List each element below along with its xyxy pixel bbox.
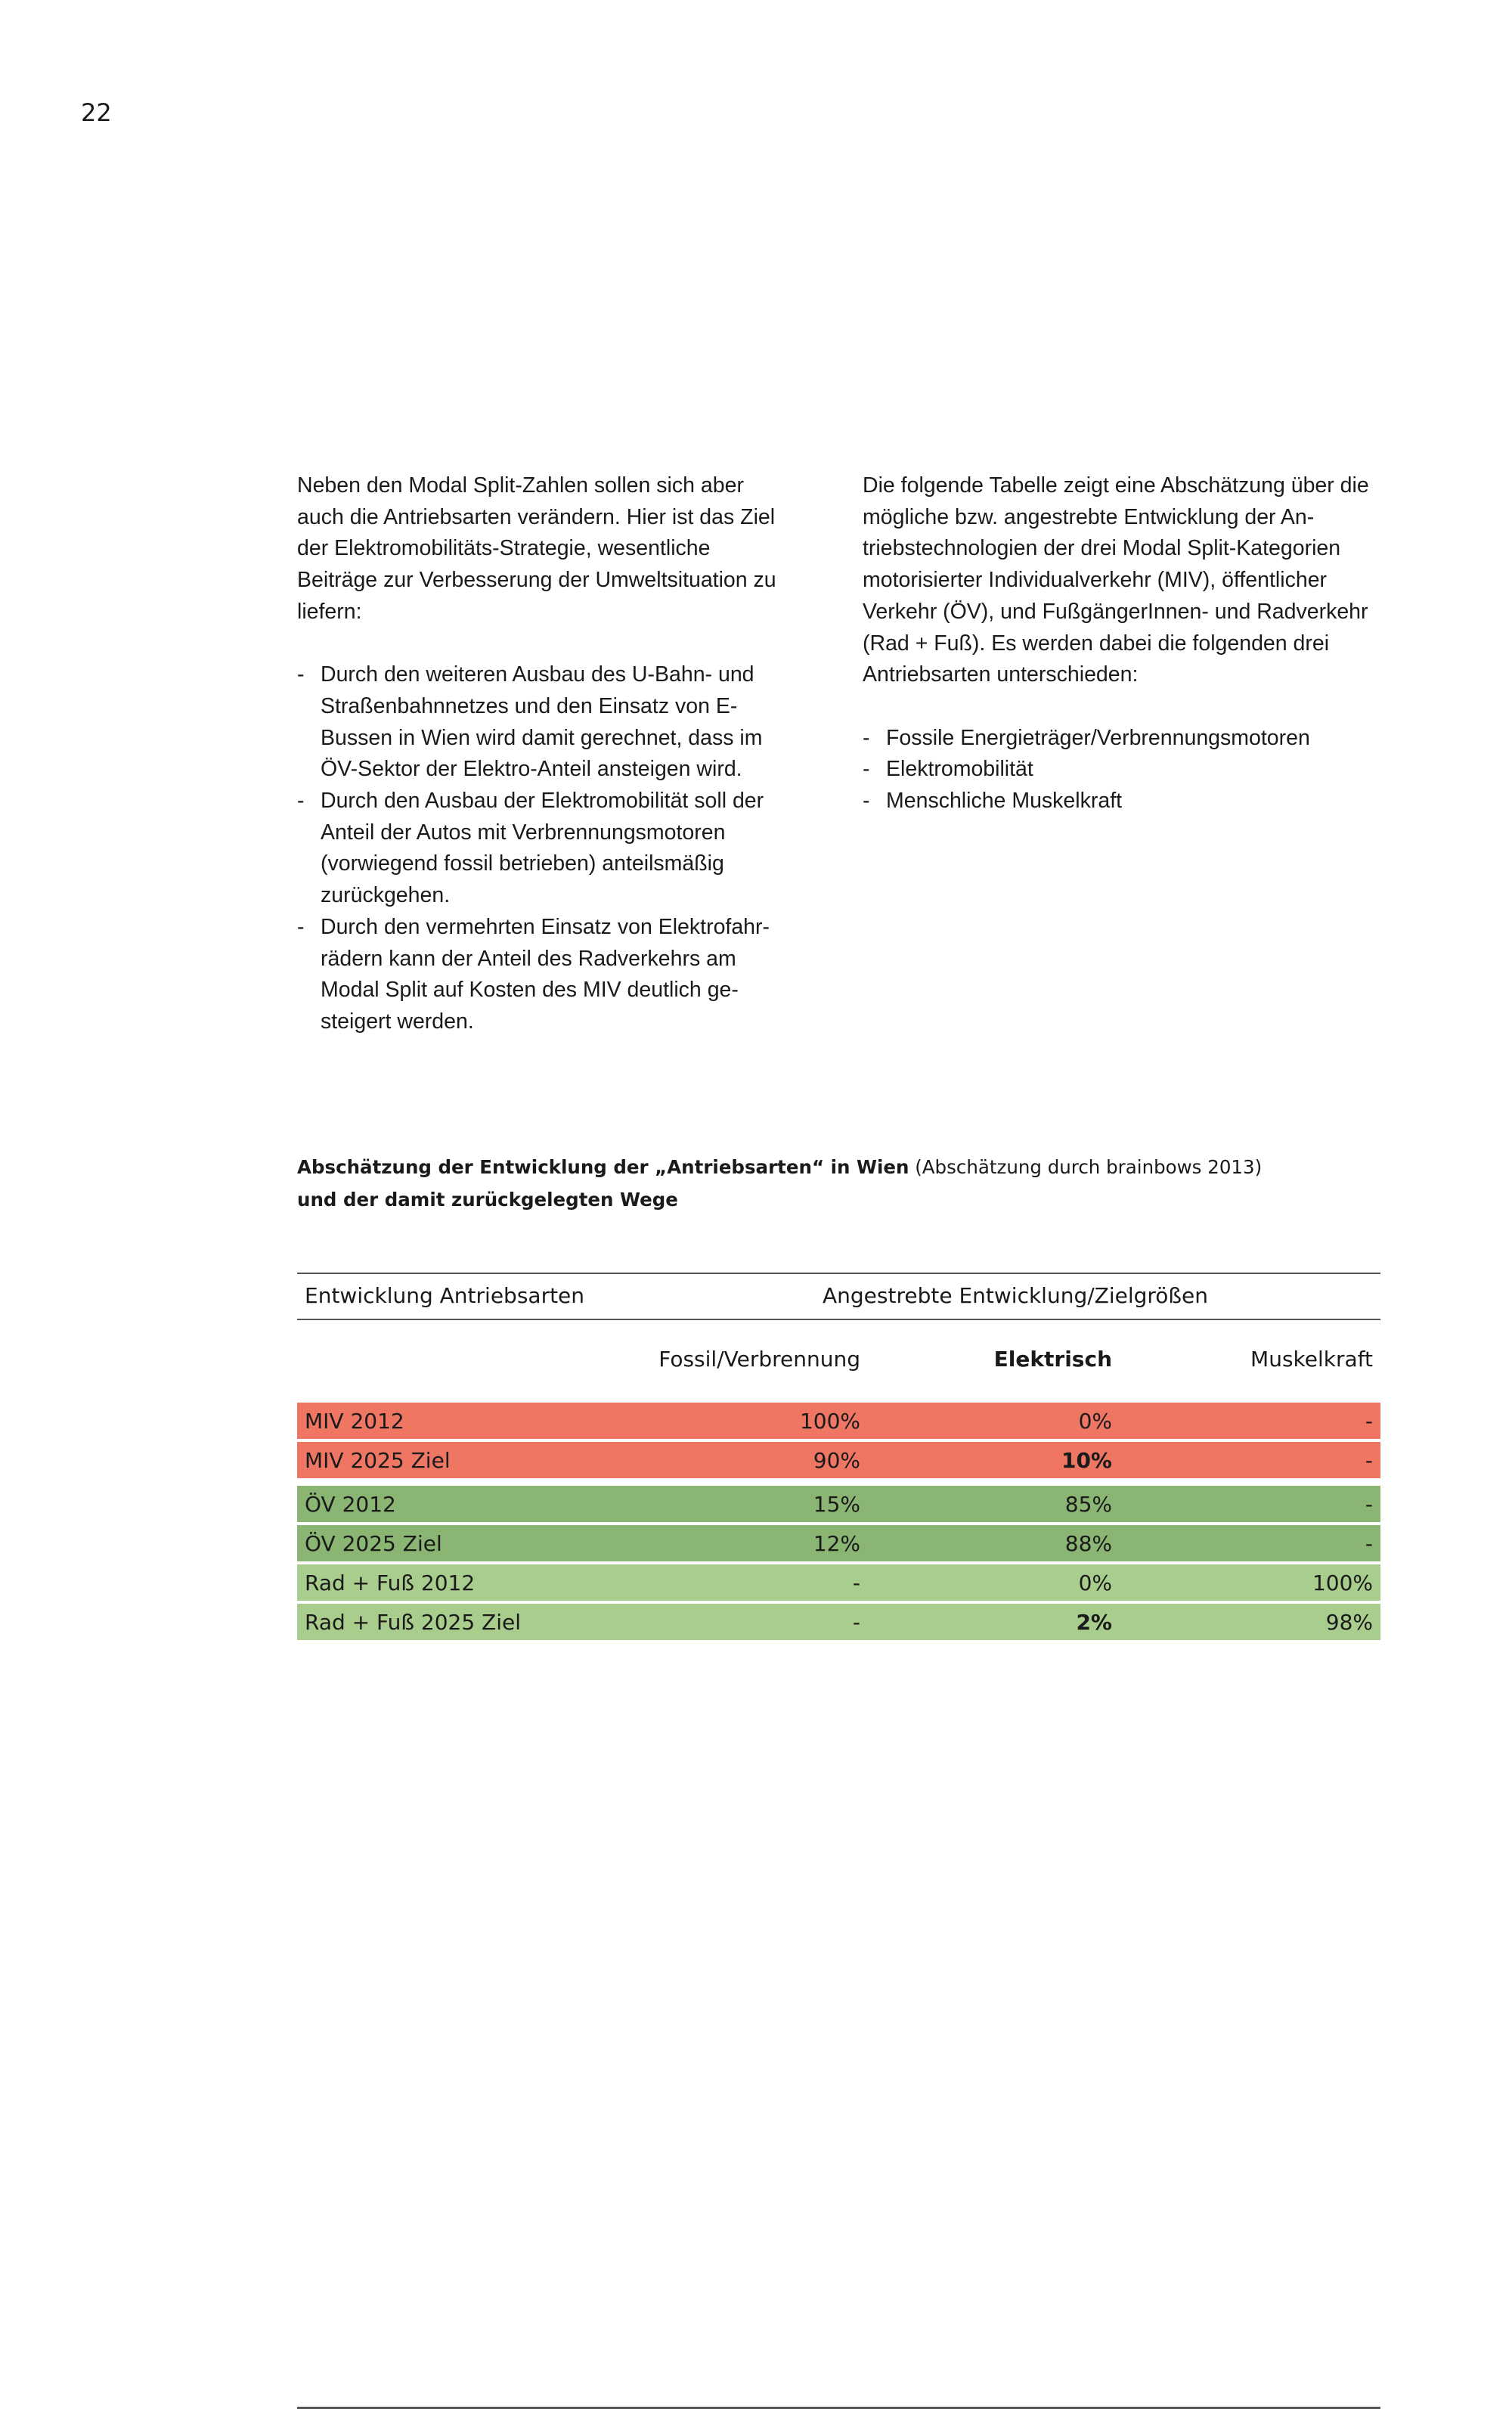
row-label: Rad + Fuß 2012 bbox=[305, 1570, 476, 1595]
row-label: ÖV 2012 bbox=[305, 1492, 396, 1517]
row-label: Rad + Fuß 2025 Ziel bbox=[305, 1610, 522, 1635]
right-bullet-list bbox=[863, 723, 1392, 817]
right-intro: Die folgende Tabelle zeigt eine Abschätzung über die mögliche bzw. angestrebte Entwicklung der Antriebstechnologien der drei Modal Split-Kategorien motorisierter Individualverkehr (MIV), öffentlicher Verkehr (ÖV), und FußgängerInnen- und Radverkehr (Rad + Fuß). Es werden dabei die folgenden drei Antriebsarten unterschieden: bbox=[863, 473, 1369, 687]
caption-source: (Abschätzung durch brainbows 2013) bbox=[915, 1156, 1263, 1178]
list-item: - Menschliche Muskelkraft bbox=[863, 789, 1123, 814]
table-row bbox=[297, 1403, 1380, 1439]
left-column bbox=[297, 470, 796, 1038]
cell-fossil: 100% bbox=[799, 1409, 860, 1434]
list-item: - Durch den weiteren Ausbau des U-Bahn- und Straßenbahnnetzes und den Einsatz von E-Bussen in Wien wird damit gerechnet, dass im ÖV-Sektor der Elektro-Anteil ansteigen wird. bbox=[297, 662, 763, 782]
cell-fossil: - bbox=[852, 1610, 860, 1635]
list-item: - Fossile Energieträger/Verbrennungsmotoren bbox=[863, 725, 1310, 750]
cell-elektrisch: 10% bbox=[1061, 1448, 1112, 1473]
table-rule-mid bbox=[297, 1319, 1380, 1320]
page-number: 22 bbox=[81, 98, 112, 127]
table-row bbox=[297, 1604, 1380, 1640]
cell-muskelkraft: 98% bbox=[1325, 1610, 1373, 1635]
list-item: - Durch den Ausbau der Elektromobilität soll der Anteil der Autos mit Verbrennungsmotoren (vorwiegend fossil betrieben) anteilsmäßig zurückgehen. bbox=[297, 789, 764, 908]
table-body bbox=[297, 1403, 1380, 1643]
table-row bbox=[297, 1486, 1380, 1522]
cell-muskelkraft: - bbox=[1365, 1531, 1373, 1556]
cell-elektrisch: 0% bbox=[1078, 1409, 1112, 1434]
cell-fossil: - bbox=[852, 1570, 860, 1595]
row-label: MIV 2025 Ziel bbox=[305, 1448, 451, 1473]
cell-elektrisch: 88% bbox=[1064, 1531, 1112, 1556]
table-row bbox=[297, 1525, 1380, 1561]
table-header-right: Angestrebte Entwicklung/Zielgrößen bbox=[823, 1283, 1209, 1308]
left-intro: Neben den Modal Split-Zahlen sollen sich aber auch die Antriebsarten verändern. Hier ist das Ziel der Elektromobilitäts-Strategie, wesentliche Beiträge zur Verbesserung der Umweltsituation zu liefern: bbox=[297, 473, 776, 624]
table-caption bbox=[297, 1151, 1393, 1216]
caption-line2: und der damit zurückgelegten Wege bbox=[297, 1189, 678, 1211]
cell-muskelkraft: - bbox=[1365, 1409, 1373, 1434]
column-header-muskelkraft: Muskelkraft bbox=[1250, 1347, 1373, 1372]
row-label: MIV 2012 bbox=[305, 1409, 404, 1434]
cell-muskelkraft: - bbox=[1365, 1448, 1373, 1473]
list-item: - Elektromobilität bbox=[863, 757, 1033, 782]
right-column bbox=[863, 470, 1392, 817]
cell-fossil: 90% bbox=[813, 1448, 860, 1473]
table-row bbox=[297, 1564, 1380, 1601]
cell-elektrisch: 0% bbox=[1078, 1570, 1112, 1595]
cell-elektrisch: 2% bbox=[1076, 1610, 1112, 1635]
column-header-elektrisch: Elektrisch bbox=[993, 1347, 1112, 1372]
caption-bold: Abschätzung der Entwicklung der „Antriebsarten“ in Wien bbox=[297, 1156, 909, 1178]
cell-muskelkraft: - bbox=[1365, 1492, 1373, 1517]
left-bullet-list bbox=[297, 659, 796, 1037]
column-header-fossil: Fossil/Verbrennung bbox=[658, 1347, 860, 1372]
table-header-left: Entwicklung Antriebsarten bbox=[305, 1283, 585, 1308]
row-label: ÖV 2025 Ziel bbox=[305, 1531, 442, 1556]
cell-muskelkraft: 100% bbox=[1312, 1570, 1373, 1595]
cell-fossil: 12% bbox=[813, 1531, 860, 1556]
cell-fossil: 15% bbox=[813, 1492, 860, 1517]
table-rule-top bbox=[297, 1273, 1380, 1274]
table-row bbox=[297, 1442, 1380, 1478]
list-item: - Durch den vermehrten Einsatz von Elektrofahrrädern kann der Anteil des Radverkehrs am Modal Split auf Kosten des MIV deutlich gesteigert werden. bbox=[297, 914, 770, 1034]
cell-elektrisch: 85% bbox=[1064, 1492, 1112, 1517]
